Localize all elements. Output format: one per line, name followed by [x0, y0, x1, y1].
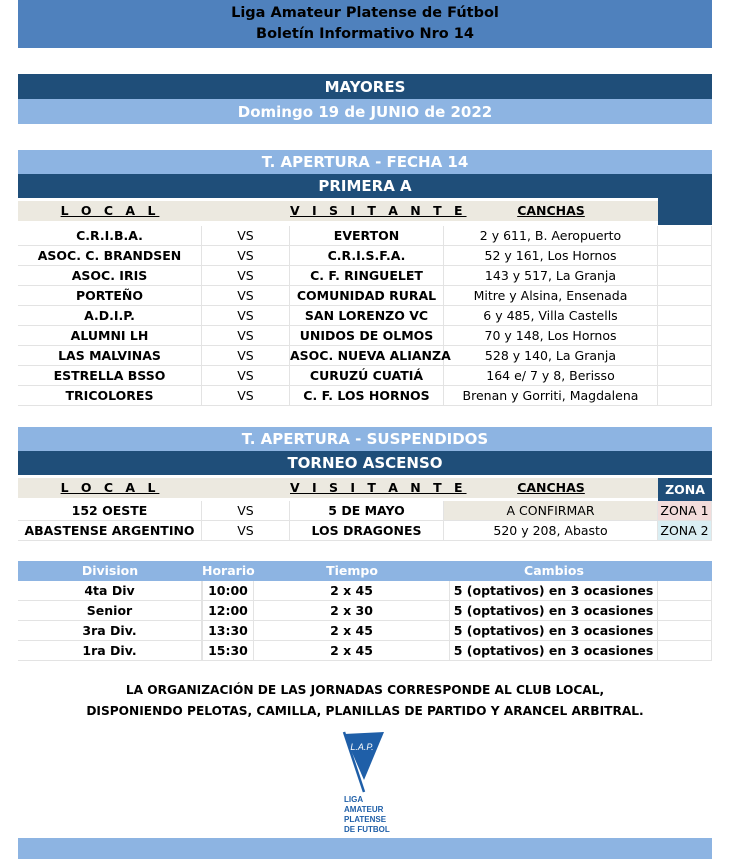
table-row — [18, 501, 712, 521]
empty-cell — [658, 346, 712, 366]
local-team: LAS MALVINAS — [18, 346, 202, 366]
logo-name-3: PLATENSE — [344, 815, 387, 824]
vs-label: VS — [202, 246, 290, 266]
empty-cell — [658, 601, 712, 621]
kickoff-time: 10:00 — [202, 581, 254, 601]
division-name: 4ta Div — [18, 581, 202, 601]
col-visitante: V I S I T A N T E — [290, 480, 467, 495]
vs-label: VS — [202, 266, 290, 286]
table-header — [18, 201, 658, 221]
venue: A CONFIRMAR — [444, 501, 658, 521]
visiting-team: UNIDOS DE OLMOS — [290, 326, 444, 346]
venue: 528 y 140, La Granja — [444, 346, 658, 366]
venue: Mitre y Alsina, Ensenada — [444, 286, 658, 306]
vs-label: VS — [202, 346, 290, 366]
vs-label: VS — [202, 366, 290, 386]
empty-cell — [658, 246, 712, 266]
venue: 164 e/ 7 y 8, Berisso — [444, 366, 658, 386]
substitutions: 5 (optativos) en 3 ocasiones — [450, 581, 658, 601]
tournament-title: T. APERTURA - FECHA 14 — [18, 150, 712, 174]
col-visitante: V I S I T A N T E — [290, 203, 467, 218]
local-team: PORTEÑO — [18, 286, 202, 306]
ascenso-title: TORNEO ASCENSO — [18, 451, 712, 475]
division-title: PRIMERA A — [18, 174, 712, 198]
visiting-team: C.R.I.S.F.A. — [290, 246, 444, 266]
empty-cell — [658, 266, 712, 286]
zone-badge: ZONA 2 — [658, 521, 712, 541]
table-row — [18, 366, 712, 386]
visiting-team: CURUZÚ CUATIÁ — [290, 366, 444, 386]
league-title: Liga Amateur Platense de Fútbol — [231, 5, 499, 21]
empty-cell — [658, 386, 712, 406]
col-zona: ZONA — [658, 478, 712, 502]
note-line-1: LA ORGANIZACIÓN DE LAS JORNADAS CORRESPONDE AL CLUB LOCAL, — [125, 683, 605, 697]
empty-cell — [658, 641, 712, 661]
match-duration: 2 x 45 — [254, 581, 450, 601]
vs-label: VS — [202, 326, 290, 346]
match-duration: 2 x 45 — [254, 621, 450, 641]
vs-label: VS — [202, 226, 290, 246]
visiting-team: LOS DRAGONES — [290, 521, 444, 541]
table-row — [18, 581, 712, 601]
division-name: 1ra Div. — [18, 641, 202, 661]
division-name: 3ra Div. — [18, 621, 202, 641]
vs-label: VS — [202, 286, 290, 306]
division-name: Senior — [18, 601, 202, 621]
empty-cell — [658, 366, 712, 386]
vs-label: VS — [202, 386, 290, 406]
header-corner — [658, 198, 712, 225]
table-header — [18, 478, 712, 498]
zone-badge: ZONA 1 — [658, 501, 712, 521]
league-logo — [336, 730, 406, 838]
venue: 520 y 208, Abasto — [444, 521, 658, 541]
table-row — [18, 641, 712, 661]
local-team: ABASTENSE ARGENTINO — [18, 521, 202, 541]
logo-name-4: DE FUTBOL — [344, 825, 390, 834]
visiting-team: 5 DE MAYO — [290, 501, 444, 521]
table-row — [18, 386, 712, 406]
bulletin-number: Boletín Informativo Nro 14 — [256, 26, 474, 42]
empty-cell — [658, 581, 712, 601]
kickoff-time: 13:30 — [202, 621, 254, 641]
local-team: C.R.I.B.A. — [18, 226, 202, 246]
table-row — [18, 326, 712, 346]
table-row — [18, 306, 712, 326]
empty-cell — [658, 286, 712, 306]
venue: 6 y 485, Villa Castells — [444, 306, 658, 326]
col-canchas: CANCHAS — [517, 480, 585, 495]
kickoff-time: 12:00 — [202, 601, 254, 621]
col-division: Division — [81, 563, 139, 578]
schedule-header — [18, 561, 712, 581]
visiting-team: SAN LORENZO VC — [290, 306, 444, 326]
category-banner: MAYORES — [18, 74, 712, 99]
table-row — [18, 621, 712, 641]
visiting-team: C. F. RINGUELET — [290, 266, 444, 286]
visiting-team: ASOC. NUEVA ALIANZA — [290, 346, 444, 366]
col-tiempo: Tiempo — [326, 563, 378, 578]
local-team: 152 OESTE — [18, 501, 202, 521]
kickoff-time: 15:30 — [202, 641, 254, 661]
substitutions: 5 (optativos) en 3 ocasiones — [450, 641, 658, 661]
logo-name-2: AMATEUR — [344, 805, 384, 814]
footer-bar — [18, 838, 712, 859]
col-horario: Horario — [202, 563, 255, 578]
visiting-team: EVERTON — [290, 226, 444, 246]
vs-label: VS — [202, 306, 290, 326]
match-duration: 2 x 45 — [254, 641, 450, 661]
substitutions: 5 (optativos) en 3 ocasiones — [450, 601, 658, 621]
local-team: ALUMNI LH — [18, 326, 202, 346]
visiting-team: C. F. LOS HORNOS — [290, 386, 444, 406]
suspended-title: T. APERTURA - SUSPENDIDOS — [18, 427, 712, 451]
col-local: L O C A L — [60, 480, 160, 495]
venue: 2 y 611, B. Aeropuerto — [444, 226, 658, 246]
vs-label: VS — [202, 521, 290, 541]
venue: 143 y 517, La Granja — [444, 266, 658, 286]
table-row — [18, 601, 712, 621]
table-row — [18, 226, 712, 246]
vs-label: VS — [202, 501, 290, 521]
col-local: L O C A L — [60, 203, 160, 218]
venue: 52 y 161, Los Hornos — [444, 246, 658, 266]
venue: Brenan y Gorriti, Magdalena — [444, 386, 658, 406]
table-row — [18, 521, 712, 541]
local-team: ASOC. IRIS — [18, 266, 202, 286]
venue: 70 y 148, Los Hornos — [444, 326, 658, 346]
empty-cell — [658, 306, 712, 326]
substitutions: 5 (optativos) en 3 ocasiones — [450, 621, 658, 641]
local-team: TRICOLORES — [18, 386, 202, 406]
table-row — [18, 266, 712, 286]
match-duration: 2 x 30 — [254, 601, 450, 621]
local-team: ESTRELLA BSSO — [18, 366, 202, 386]
col-cambios: Cambios — [524, 563, 584, 578]
col-canchas: CANCHAS — [517, 203, 585, 218]
table-row — [18, 246, 712, 266]
visiting-team: COMUNIDAD RURAL — [290, 286, 444, 306]
date-banner: Domingo 19 de JUNIO de 2022 — [18, 99, 712, 124]
logo-name-1: LIGA — [344, 795, 364, 804]
local-team: A.D.I.P. — [18, 306, 202, 326]
bulletin-header — [18, 0, 712, 48]
table-row — [18, 346, 712, 366]
empty-cell — [658, 621, 712, 641]
logo-flag-text: L.A.P. — [350, 742, 374, 752]
empty-cell — [658, 226, 712, 246]
local-team: ASOC. C. BRANDSEN — [18, 246, 202, 266]
table-row — [18, 286, 712, 306]
empty-cell — [658, 326, 712, 346]
note-line-2: DISPONIENDO PELOTAS, CAMILLA, PLANILLAS DE PARTIDO Y ARANCEL ARBITRAL. — [86, 704, 644, 718]
